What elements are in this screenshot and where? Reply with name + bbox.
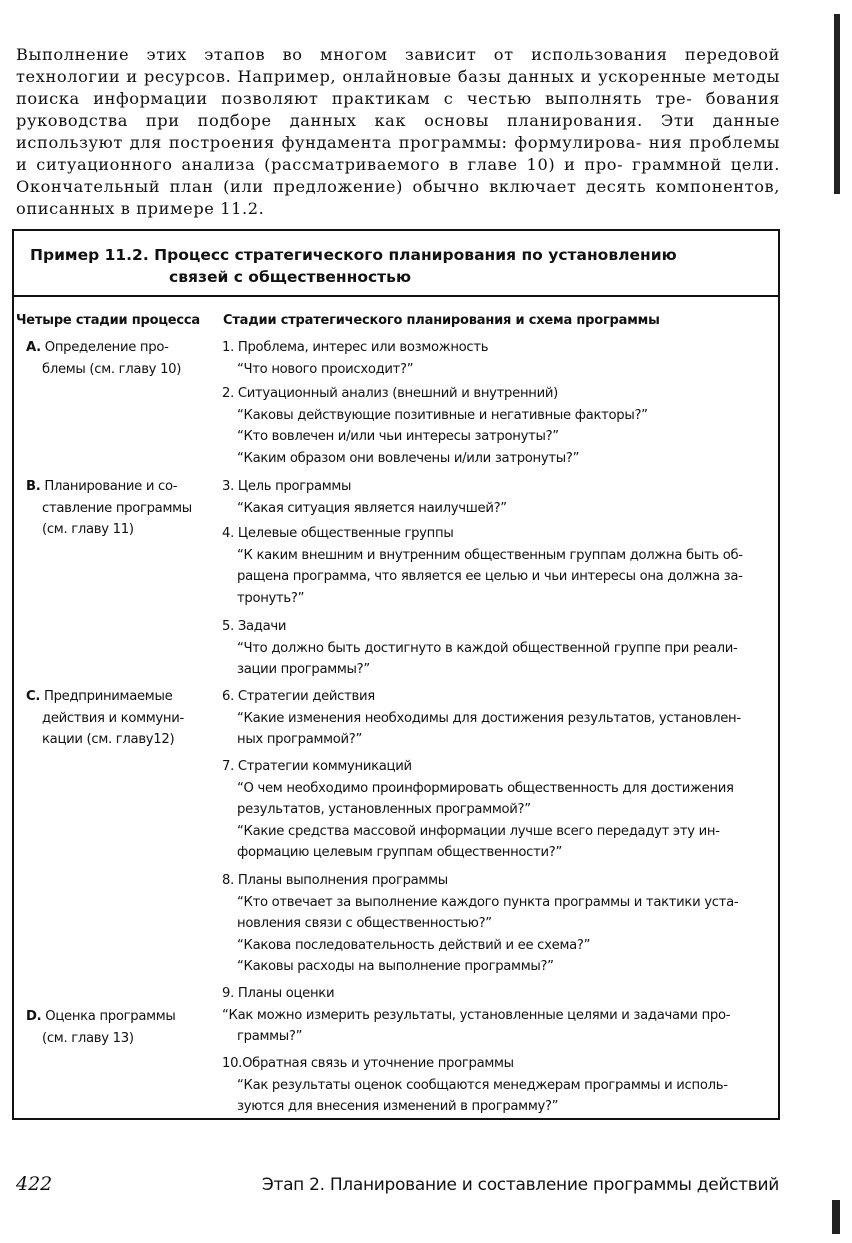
planning-item-4 [222,523,772,609]
intro-line: ния проблемы и ситуационного анализа (рассматриваемого в главе 10) и про- [16,133,781,174]
scan-edge-mark [834,14,840,194]
item-question: “Как можно измерить результаты, установленные целями и задачами про- [222,1007,731,1023]
column-header-stages: Четыре стадии процесса [16,313,200,328]
stage-text: блемы (см. главу 10) [42,361,182,377]
item-question: результатов, установленных программой?” [237,802,531,817]
item-question: зации программы?” [237,662,370,677]
item-heading: 3. Цель программы [222,479,352,494]
stage-letter: D. [26,1009,42,1024]
planning-item-9 [222,983,772,1048]
planning-item-10 [222,1053,772,1118]
example-title [30,244,774,288]
item-heading: 1. Проблема, интерес или возможность [222,340,489,355]
item-heading: 5. Задачи [222,619,287,634]
intro-line: десять компонентов, описанных в примере 11.2. [16,177,781,218]
item-heading: 4. Целевые общественные группы [222,526,454,541]
example-title-line1: Пример 11.2. Процесс стратегического планирования по установлению [30,246,677,264]
stage-letter: A. [26,340,41,355]
item-question: зуются для внесения изменений в программу?” [237,1099,559,1114]
item-question: “Какая ситуация является наилучшей?” [237,500,507,516]
intro-line: данные используют для построения фундамента программы: формулирова- [16,111,780,152]
intro-paragraph [16,44,780,220]
stage-a [26,337,216,380]
planning-item-5 [222,616,772,681]
planning-item-8 [222,870,772,978]
planning-item-6 [222,686,772,751]
item-question: тронуть?” [237,590,305,606]
item-question: “К каким внешним и внутренним общественным группам должна быть об- [237,547,743,563]
stage-b [26,476,216,541]
stage-text: Планирование и со- [40,479,178,494]
item-heading: 10.Обратная связь и уточнение программы [222,1056,514,1071]
item-heading: 7. Стратегии коммуникаций [222,759,412,774]
planning-item-1 [222,337,772,380]
item-question: новления связи с общественностью?” [237,916,492,931]
intro-line: технологии и ресурсов. Например, онлайновые базы данных и ускоренные [16,67,707,86]
item-question: ращена программа, что является ее целью и чьи интересы она должна за- [237,569,743,584]
item-heading: 9. Планы оценки [222,986,335,1001]
stage-text: ставление программы [42,500,192,516]
item-question: ных программой?” [237,732,363,747]
intro-line: граммной цели. Окончательный план (или предложение) обычно включает [16,155,780,196]
stage-d [26,1006,216,1049]
stage-text: Предпринимаемые [40,689,173,704]
page-number: 422 [16,1173,53,1195]
stage-letter: C. [26,689,41,704]
stage-text: (см. главу 13) [42,1030,134,1046]
item-question: “Кто вовлечен и/или чьи интересы затронуты?” [237,429,559,444]
intro-line: Выполнение этих этапов во многом зависит от использования передовой [16,45,780,64]
intro-line: методы поиска информации позволяют практикам с честью выполнять тре- [16,67,780,108]
item-question: граммы?” [237,1029,303,1044]
stage-text: Оценка программы [41,1009,176,1024]
planning-item-3 [222,476,772,519]
item-question: “Кто отвечает за выполнение каждого пункта программы и тактики уста- [237,894,739,910]
item-heading: 8. Планы выполнения программы [222,873,448,888]
item-question: формацию целевым группам общественности?” [237,845,563,860]
running-head: Этап 2. Планирование и составление программы действий [261,1175,779,1195]
column-header-planning: Стадии стратегического планирования и схема программы [223,313,660,328]
example-box [12,229,780,1120]
item-question: “Какова последовательность действий и ее схема?” [237,937,591,953]
item-question: “О чем необходимо проинформировать общественность для достижения [237,780,734,796]
planning-item-7 [222,756,772,864]
item-question: “Каковы расходы на выполнение программы?” [237,959,554,974]
item-question: “Каковы действующие позитивные и негативные факторы?” [237,407,648,423]
example-title-line2: связей с общественностью [169,268,412,286]
stage-text: действия и коммуни- [42,710,184,726]
planning-item-2 [222,383,772,469]
item-question: “Какие изменения необходимы для достижения результатов, установлен- [237,710,741,726]
item-question: “Что должно быть достигнуто в каждой общественной группе при реали- [237,640,738,656]
stage-text: Определение про- [40,340,169,355]
stage-c [26,686,216,751]
item-question: “Как результаты оценок сообщаются менеджерам программы и исполь- [237,1077,728,1093]
scan-edge-mark [832,1200,840,1234]
stage-text: (см. главу 11) [42,522,134,537]
intro-line: бования руководства при подборе данных как основы планирования. Эти [16,89,780,130]
item-heading: 2. Ситуационный анализ (внешний и внутренний) [222,386,558,401]
title-divider [14,295,778,297]
stage-text: кации (см. главу12) [42,732,175,747]
item-heading: 6. Стратегии действия [222,689,375,704]
item-question: “Каким образом они вовлечены и/или затронуты?” [237,450,580,466]
stage-letter: B. [26,479,41,494]
item-question: “Что нового происходит?” [237,361,414,377]
item-question: “Какие средства массовой информации лучше всего передадут эту ин- [237,823,720,839]
